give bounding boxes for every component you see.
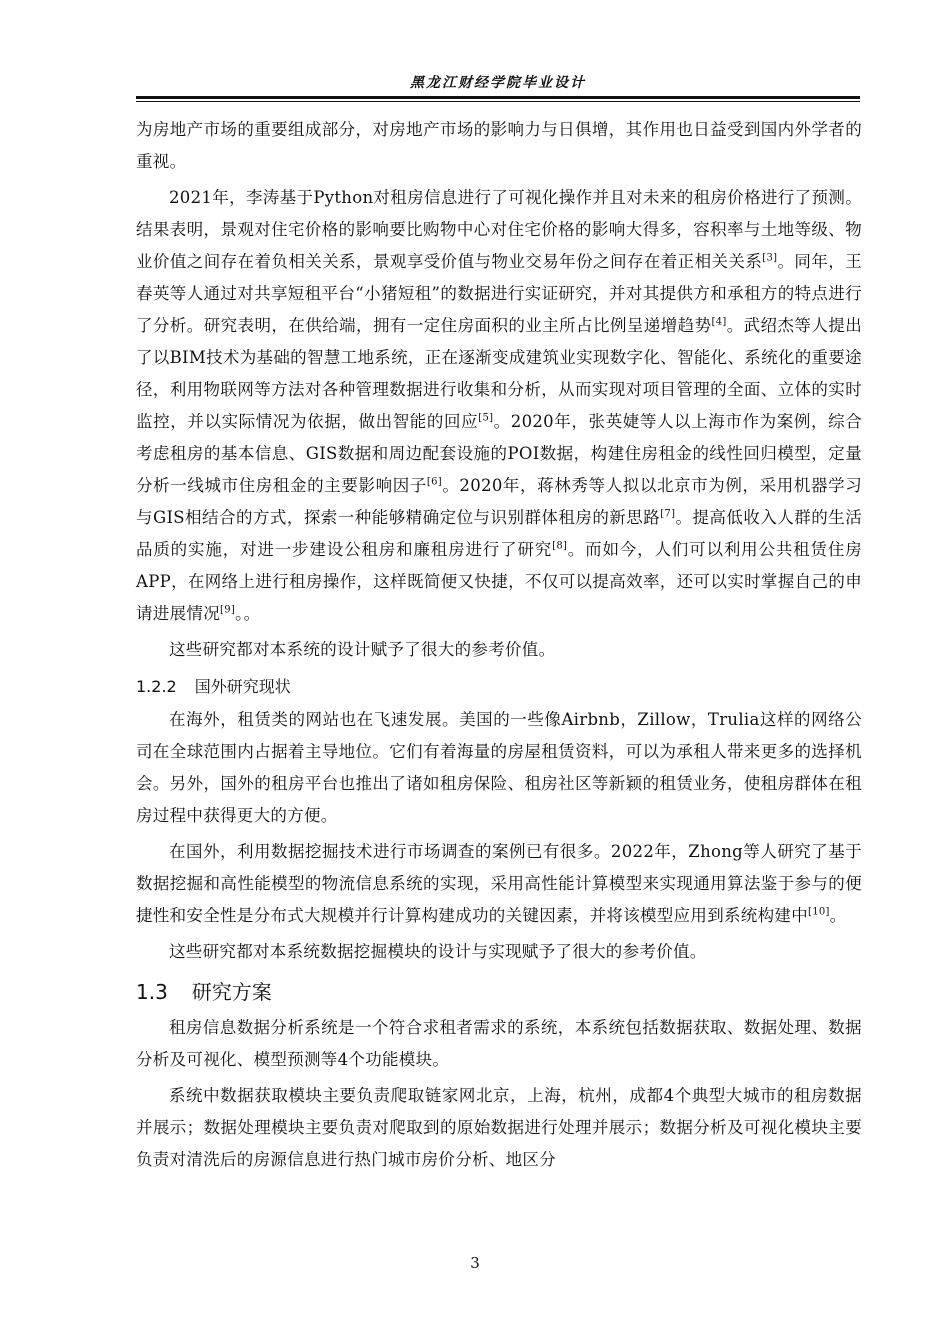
paragraph-domestic-research xyxy=(136,182,862,630)
text-run: 。2020年，张英婕等人以上海市作为案例，综合考虑租房的基本信息、GIS数据和周边配套设施的POI数据，构建住房租金的线性回归模型，定量分析一线城市住房租金的主要影响因子 xyxy=(136,412,862,495)
citation-ref-3: [3] xyxy=(762,252,778,264)
citation-ref-7: [7] xyxy=(660,508,676,520)
body-content xyxy=(136,114,862,1180)
header-rule-thin xyxy=(136,101,860,102)
section-number: 1.3 xyxy=(136,980,168,1004)
paragraph-summary-2: 这些研究都对本系统数据挖掘模块的设计与实现赋予了很大的参考价值。 xyxy=(169,942,707,961)
paragraph-system-overview: 租房信息数据分析系统是一个符合求租者需求的系统，本系统包括数据获取、数据处理、数据分析及可视化、模型预测等4个功能模块。 xyxy=(136,1018,862,1069)
text-run: 。。 xyxy=(235,604,261,623)
text-run: 在国外，利用数据挖掘技术进行市场调查的案例已有很多。2022年，Zhong等人研究了基于数据挖掘和高性能模型的物流信息系统的实现，采用高性能计算模型来实现通用算法鉴于参与的便捷性和安全性是分布式大规模并行计算构建成功的关键因素，并将该模型应用到系统构建中 xyxy=(136,842,862,925)
text-run: 。武绍杰等人提出了以BIM技术为基础的智慧工地系统，正在逐渐变成建筑业实现数字化、智能化、系统化的重要途径，利用物联网等方法对各种管理数据进行收集和分析，从而实现对项目管理的全面、立体的实时监控，并以实际情况为依据，做出智能的回应 xyxy=(136,316,862,431)
text-run: 。 xyxy=(829,906,847,925)
section-heading-1-2-2 xyxy=(136,670,862,704)
section-title: 国外研究现状 xyxy=(194,677,291,696)
page-header-title: 黑龙江财经学院毕业设计 xyxy=(410,75,586,91)
citation-ref-8: [8] xyxy=(552,540,568,552)
paragraph-summary-1: 这些研究都对本系统的设计赋予了很大的参考价值。 xyxy=(169,640,556,659)
paragraph-foreign-datamining xyxy=(136,836,862,932)
paragraph-continuation: 为房地产市场的重要组成部分，对房地产市场的影响力与日俱增，其作用也日益受到国内外学者的重视。 xyxy=(136,120,862,171)
paragraph-foreign-websites: 在海外，租赁类的网站也在飞速发展。美国的一些像Airbnb，Zillow，Trulia这样的网络公司在全球范围内占据着主导地位。它们有着海量的房屋租赁资料，可以为承租人带来更多的选择机会。另外，国外的租房平台也推出了诸如租房保险、租房社区等新颖的租赁业务，使租房群体在租房过程中获得更大的方便。 xyxy=(136,710,862,825)
text-run: 2021年，李涛基于Python对租房信息进行了可视化操作并且对未来的租房价格进行了预测。结果表明，景观对住宅价格的影响要比购物中心对住宅价格的影响大得多，容积率与土地等级、物业价值之间存在着负相关关系，景观享受价值与物业交易年份之间存在着正相关关系 xyxy=(136,188,862,271)
citation-ref-10: [10] xyxy=(808,906,830,918)
citation-ref-6: [6] xyxy=(426,476,442,488)
citation-ref-4: [4] xyxy=(711,316,727,328)
section-title: 研究方案 xyxy=(191,980,272,1004)
paragraph-system-modules: 系统中数据获取模块主要负责爬取链家网北京，上海，杭州，成都4个典型大城市的租房数据并展示；数据处理模块主要负责对爬取到的原始数据进行处理并展示；数据分析及可视化模块主要负责对清洗后的房源信息进行热门城市房价分析、地区分 xyxy=(136,1086,862,1169)
text-run: 。而如今，人们可以利用公共租赁住房APP，在网络上进行租房操作，这样既简便又快捷，不仅可以提高效率，还可以实时掌握自己的申请进展情况 xyxy=(136,540,863,623)
citation-ref-9: [9] xyxy=(220,604,236,616)
section-heading-1-3 xyxy=(136,972,862,1012)
page-number: 3 xyxy=(470,1254,480,1272)
text-run: 。2020年，蒋林秀等人拟以北京市为例，采用机器学习与GIS相结合的方式，探索一种能够精确定位与识别群体租房的新思路 xyxy=(136,476,862,527)
section-number: 1.2.2 xyxy=(136,677,177,696)
header-rule-thick xyxy=(136,96,860,99)
citation-ref-5: [5] xyxy=(478,412,494,424)
text-run: 。提高低收入人群的生活品质的实施，对进一步建设公租房和廉租房进行了研究 xyxy=(136,508,862,559)
text-run: 。同年，王春英等人通过对共享短租平台“小猪短租”的数据进行实证研究，并对其提供方和承租方的特点进行了分析。研究表明，在供给端，拥有一定住房面积的业主所占比例呈递增趋势 xyxy=(136,252,862,335)
